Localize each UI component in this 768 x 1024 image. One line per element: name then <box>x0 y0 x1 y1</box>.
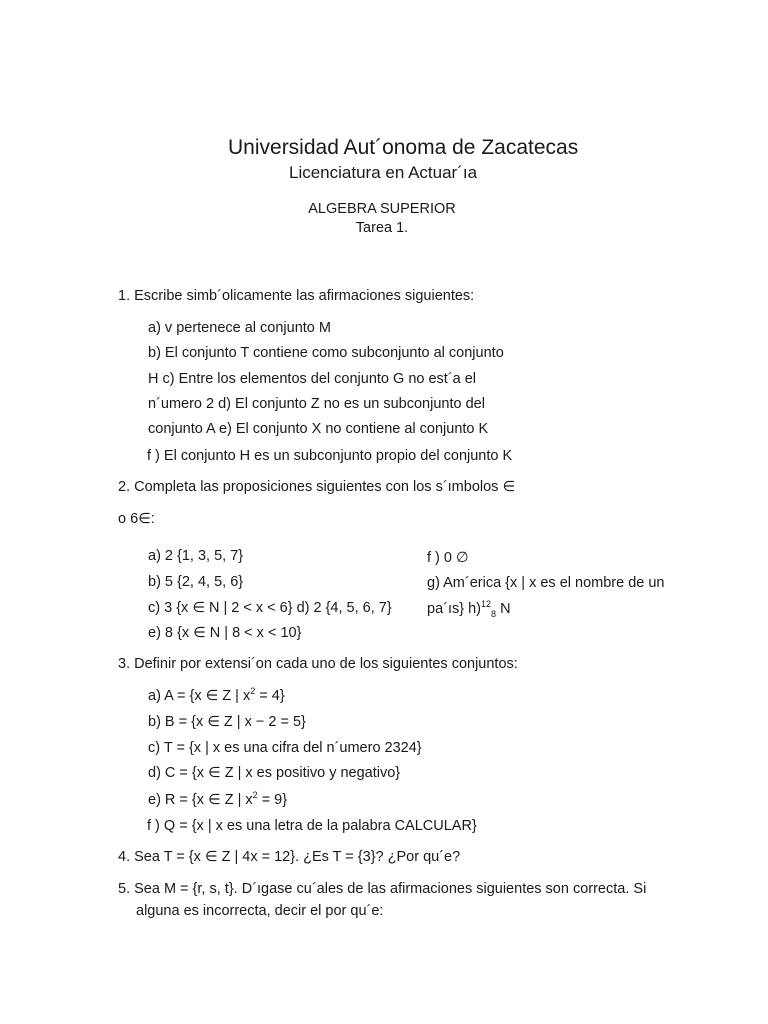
q3-item-a-exp: 2 <box>250 686 256 697</box>
q3-item-e-text: e) R = {x ∈ Z | x <box>148 792 253 808</box>
q3-item-a-text: a) A = {x ∈ Z | x <box>148 688 251 704</box>
course-title: ALGEBRA SUPERIOR <box>308 201 456 217</box>
q2-item-h-sup: 12 <box>481 599 492 610</box>
q3-title: 3. Definir por extensi´on cada uno de los siguientes conjuntos: <box>118 656 518 672</box>
q1-line-e: conjunto A e) El conjunto X no contiene al conjunto K <box>148 421 489 437</box>
program-title: Licenciatura en Actuar´ıa <box>289 163 478 182</box>
q1-line-a: a) v pertenece al conjunto M <box>148 320 331 336</box>
q3-item-b: b) B = {x ∈ Z | x − 2 = 5} <box>148 714 306 730</box>
university-title: Universidad Aut´onoma de Zacatecas <box>228 136 579 159</box>
q2-item-h-set: N <box>500 601 511 617</box>
q2-title-cont: o 6∈: <box>118 511 155 527</box>
q3-item-a <box>148 686 285 704</box>
q1-line-f: f ) El conjunto H es un subconjunto propio del conjunto K <box>147 448 513 464</box>
q2-item-e: e) 8 {x ∈ N | 8 < x < 10} <box>148 625 302 641</box>
q1-line-d: n´umero 2 d) El conjunto Z no es un subconjunto del <box>148 396 485 412</box>
q2-item-h-text: pa´ıs} h) <box>427 601 481 617</box>
q3-item-e <box>148 790 288 808</box>
q2-item-h-sub: 8 <box>491 608 497 619</box>
q2-item-a: a) 2 {1, 3, 5, 7} <box>148 548 244 564</box>
q5-line-1: 5. Sea M = {r, s, t}. D´ıgase cu´ales de las afirmaciones siguientes son correcta. Si <box>118 881 647 897</box>
q2-title: 2. Completa las proposiciones siguientes con los s´ımbolos ∈ <box>118 479 516 495</box>
q3-item-d: d) C = {x ∈ Z | x es positivo y negativo} <box>148 765 401 781</box>
q3-item-e-end: = 9} <box>261 792 288 808</box>
q1-line-b: b) El conjunto T contiene como subconjunto al conjunto <box>148 345 504 361</box>
q4-text: 4. Sea T = {x ∈ Z | 4x = 12}. ¿Es T = {3}? ¿Por qu´e? <box>118 849 461 865</box>
q1-title: 1. Escribe simb´olicamente las afirmaciones siguientes: <box>118 288 475 304</box>
q3-item-a-end: = 4} <box>259 688 285 704</box>
q2-item-b: b) 5 {2, 4, 5, 6} <box>148 574 244 590</box>
q2-item-c-d: c) 3 {x ∈ N | 2 < x < 6} d) 2 {4, 5, 6, 7} <box>148 600 392 616</box>
q2-item-f: f ) 0 ∅ <box>427 550 469 566</box>
q3-item-e-exp: 2 <box>252 790 258 801</box>
q5-line-2: alguna es incorrecta, decir el por qu´e: <box>136 903 384 919</box>
q2-item-h <box>427 599 511 619</box>
q1-line-c: H c) Entre los elementos del conjunto G no est´a el <box>148 371 477 387</box>
q3-item-c: c) T = {x | x es una cifra del n´umero 2324} <box>148 740 422 756</box>
q2-item-g: g) Am´erica {x | x es el nombre de un <box>427 575 665 591</box>
q3-item-f: f ) Q = {x | x es una letra de la palabra CALCULAR} <box>147 818 477 834</box>
assignment-title: Tarea 1. <box>355 220 409 236</box>
